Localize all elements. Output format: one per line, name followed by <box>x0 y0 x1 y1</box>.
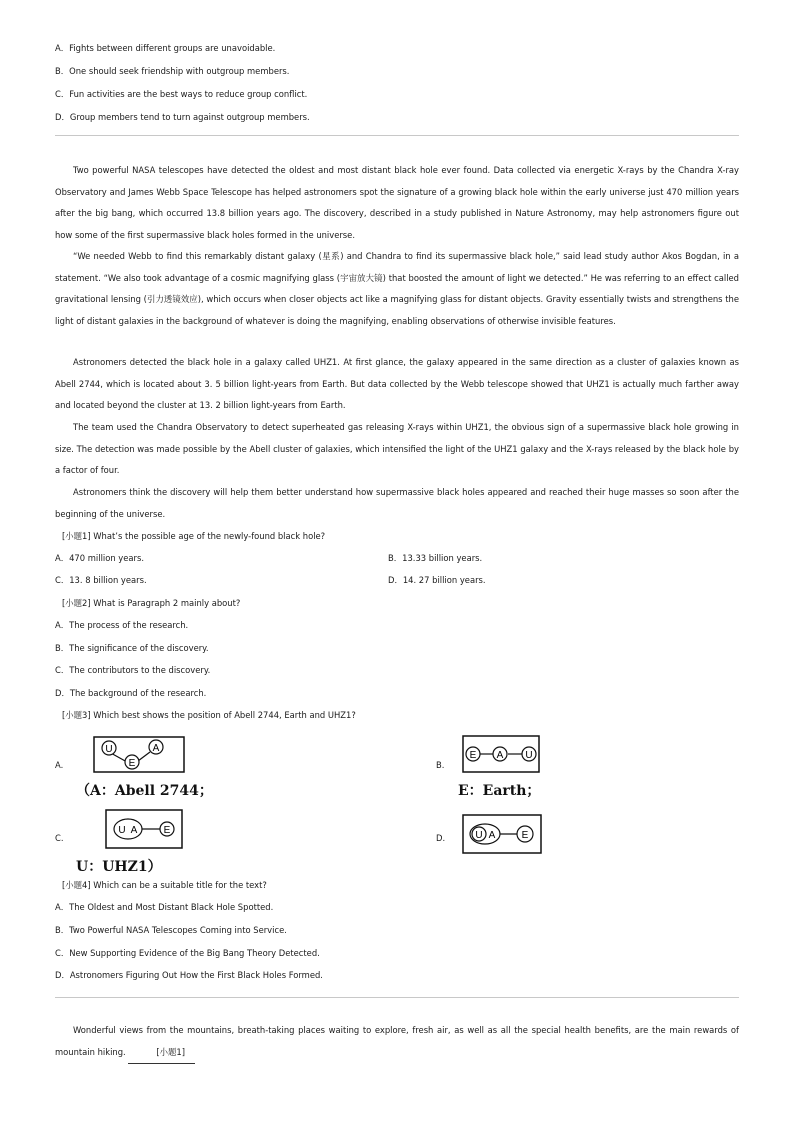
diagram-d-letter-e: E <box>521 830 529 841</box>
passage-paragraph-4: The team used the Chandra Observatory to detect superheated gas releasing X-rays within UHZ1, the obvious sign of a supermassive black hole growing in size. The detection was made possible by the Abell cluster of galaxies, which intensified the light of the UHZ1 galaxy and the X-rays released by the black hole by a factor of four. <box>55 422 739 476</box>
q3-option-d-label: D. <box>436 833 446 843</box>
prev-option-d: D．Group members tend to turn against outgroup members. <box>55 112 310 122</box>
question-2-stem: [小题2] What is Paragraph 2 mainly about? <box>62 598 241 608</box>
passage-paragraph-5: Astronomers think the discovery will help them better understand how supermassive black holes appeared and reached their huge masses so soon after the beginning of the universe. <box>55 487 739 519</box>
q3-diagram-b <box>461 734 543 774</box>
diagram-a-letter-a: A <box>152 743 160 754</box>
diagram-d-letter-u: U <box>475 830 483 841</box>
diagram-b-letter-u: U <box>525 750 533 761</box>
q1-option-d: D．14. 27 billion years. <box>388 575 486 585</box>
q3-diagram-d <box>461 813 545 855</box>
diagram-b-letter-a: A <box>496 750 504 761</box>
question-3-stem: [小题3] Which best shows the position of Abell 2744, Earth and UHZ1? <box>62 710 356 720</box>
q1-option-c: C．13. 8 billion years. <box>55 575 147 585</box>
passage-paragraph-2: “We needed Webb to find this remarkably distant galaxy (星系) and Chandra to find its supermassive black hole,” said lead study author Akos Bogdan, in a statement. “We also took advantage of a cosmic magnifying glass (宇宙放大镜) that boosted the amount of light we detected.” He was referring to an effect called gravitational lensing (引力透镜效应), which occurs when closer objects act like a magnifying glass for distant objects. Gravity essentially twists and strengthens the light of distant galaxies in the background of whatever is doing the magnifying, enabling observations of otherwise invisible features. <box>55 251 739 326</box>
diagram-c-letter-u: U <box>118 825 126 836</box>
diagram-a-letter-e: E <box>128 758 136 769</box>
prev-option-a: A．Fights between different groups are unavoidable. <box>55 43 276 53</box>
q1-option-b: B．13.33 billion years. <box>388 553 483 563</box>
q3-option-c-label: C. <box>55 833 64 843</box>
prev-option-c: C．Fun activities are the best ways to reduce group conflict. <box>55 89 308 99</box>
passage-paragraph-3: Astronomers detected the black hole in a galaxy called UHZ1. At first glance, the galaxy appeared in the same direction as a cluster of galaxies known as Abell 2744, which is located about 3. 5 billion light-years from Earth. But data collected by the Webb telescope showed that UHZ1 is actually much farther away and located beyond the cluster at 13. 2 billion light-years from Earth. <box>55 357 739 411</box>
diagram-b-letter-e: E <box>469 750 477 761</box>
q3-legend-uhz1: U：UHZ1） <box>76 859 162 875</box>
prev-option-b: B．One should seek friendship with outgroup members. <box>55 66 290 76</box>
diagram-c-letter-e: E <box>163 825 171 836</box>
diagram-d-letter-a: A <box>488 830 496 841</box>
next-passage-paragraph <box>55 1020 739 1064</box>
q1-option-a: A．470 million years. <box>55 553 145 563</box>
passage-paragraph-1: Two powerful NASA telescopes have detected the oldest and most distant black hole ever found. Data collected via energetic X-rays by the Chandra X-ray Observatory and James Webb Space Telescope has helped astronomers spot the signature of a growing black hole within the early universe just 470 million years after the big bang, which occurred 13.8 billion years ago. The discovery, described in a study published in Nature Astronomy, may help astronomers figure out how some of the first supermassive black holes formed in the universe. <box>55 165 739 240</box>
question-4-stem: [小题4] Which can be a suitable title for the text? <box>62 880 267 890</box>
question-1-stem: [小题1] What’s the possible age of the newly-found black hole? <box>62 531 326 541</box>
q3-option-b-label: B. <box>436 760 445 770</box>
q4-option-a: A．The Oldest and Most Distant Black Hole Spotted. <box>55 902 274 912</box>
q2-option-a: A．The process of the research. <box>55 620 189 630</box>
q4-option-b: B．Two Powerful NASA Telescopes Coming into Service. <box>55 925 287 935</box>
q3-legend-abell: （A：Abell 2744； <box>76 783 213 799</box>
q2-option-b: B．The significance of the discovery. <box>55 643 209 653</box>
q3-diagram-a <box>92 734 192 774</box>
next-passage-text: Wonderful views from the mountains, breath-taking places waiting to explore, fresh air, as well as all the special health benefits, are the main rewards of mountain hiking. <box>55 1025 739 1057</box>
section-divider-2 <box>55 997 739 998</box>
q4-option-d: D．Astronomers Figuring Out How the First Black Holes Formed. <box>55 970 323 980</box>
q3-option-a-label: A. <box>55 760 64 770</box>
q2-option-d: D．The background of the research. <box>55 688 207 698</box>
q2-option-c: C．The contributors to the discovery. <box>55 665 211 675</box>
section-divider <box>55 135 739 136</box>
diagram-c-letter-a: A <box>130 825 138 836</box>
q3-legend-earth: E：Earth； <box>458 783 541 799</box>
diagram-a-letter-u: U <box>105 744 113 755</box>
q3-diagram-c <box>104 808 186 850</box>
blank-1[interactable]: [小题1] <box>128 1042 195 1065</box>
q4-option-c: C．New Supporting Evidence of the Big Bang Theory Detected. <box>55 948 320 958</box>
